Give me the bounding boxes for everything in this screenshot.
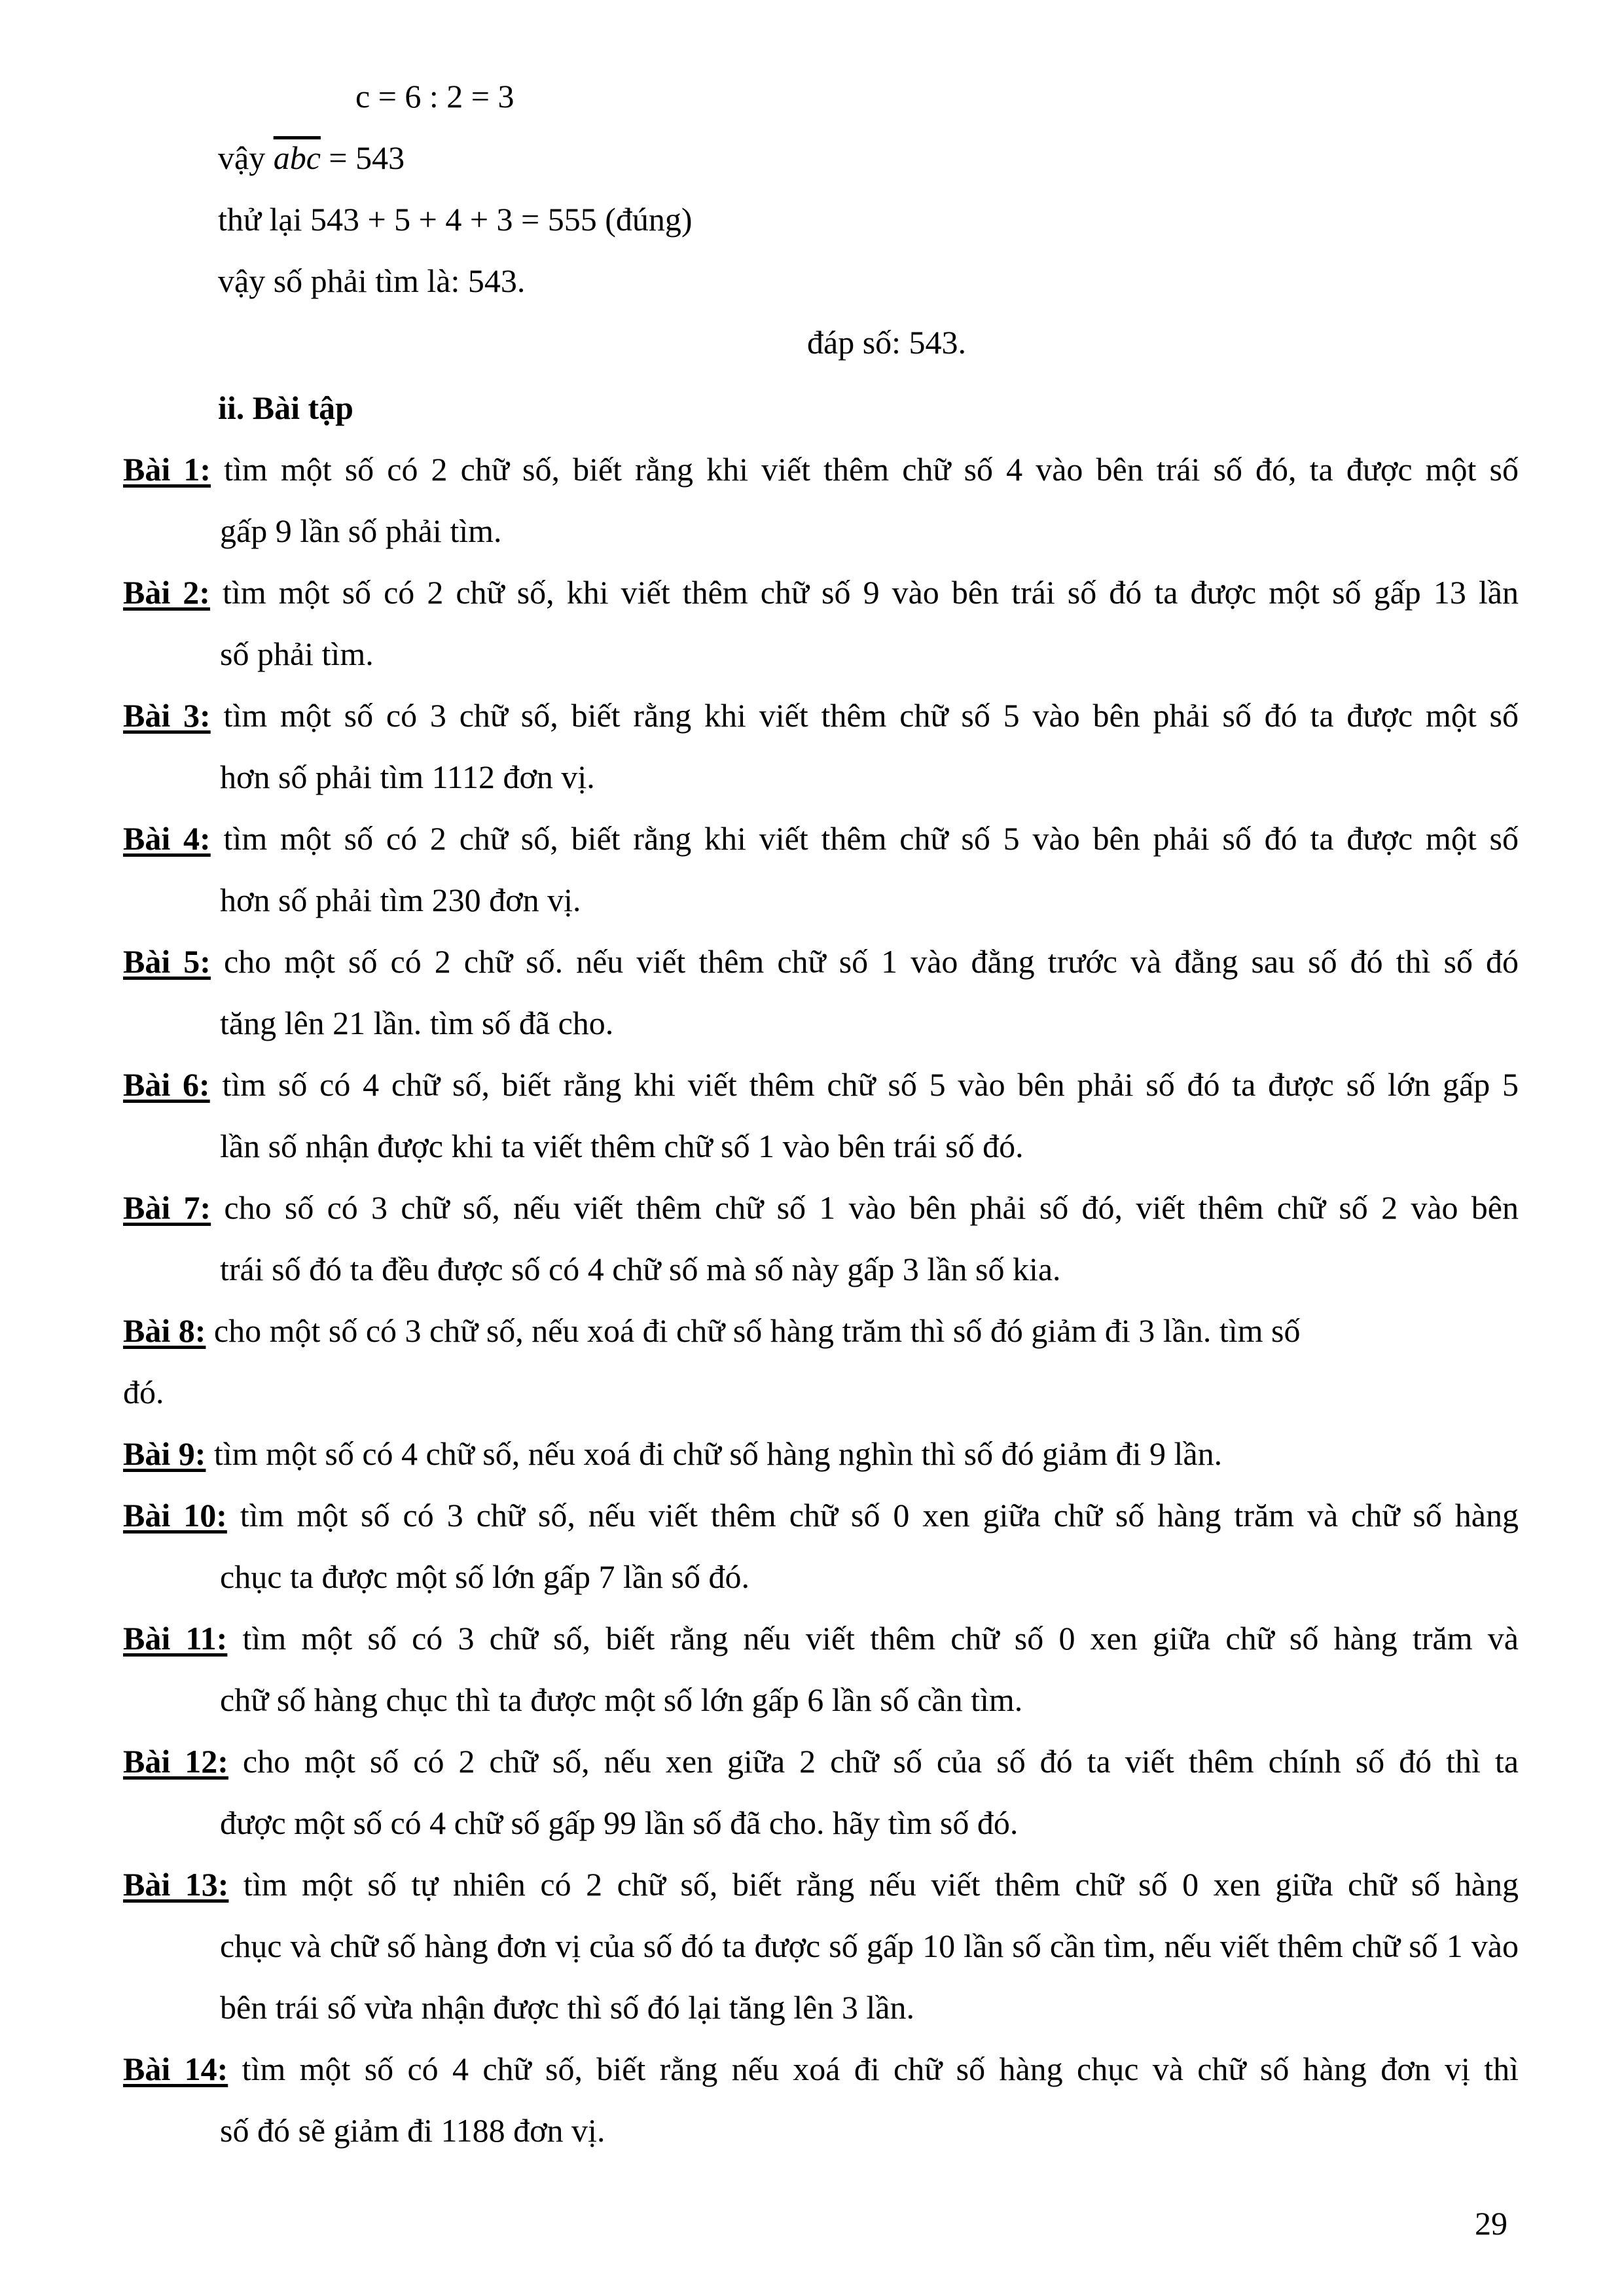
exercise-item xyxy=(123,1731,1519,1854)
exercise-text: tìm một số có 2 chữ số, khi viết thêm chữ số 9 vào bên trái số đó ta được một số gấp 13 lần xyxy=(209,574,1519,611)
exercise-text: tìm một số tự nhiên có 2 chữ số, biết rằng nếu viết thêm chữ số 0 xen giữa chữ số hàng xyxy=(228,1866,1519,1903)
answer-line: đáp số: 543. xyxy=(807,324,967,361)
exercise-first-line xyxy=(123,1423,1519,1484)
exercise-item xyxy=(123,439,1519,562)
exercise-continuation: hơn số phải tìm 1112 đơn vị. xyxy=(220,759,595,795)
result-suffix: = 543 xyxy=(320,139,405,176)
exercise-label: Bài 5: xyxy=(123,943,211,980)
abc-overline: $\overline{abc}$ xyxy=(273,139,321,176)
exercise-text: tìm một số có 3 chữ số, biết rằng khi viết thêm chữ số 5 vào bên phải số đó ta được một số xyxy=(210,697,1519,734)
exercise-item xyxy=(123,1423,1519,1484)
exercise-continuation: trái số đó ta đều được số có 4 chữ số mà số này gấp 3 lần số kia. xyxy=(220,1251,1061,1287)
exercise-label: Bài 8: xyxy=(123,1312,206,1349)
exercise-label: Bài 9: xyxy=(123,1435,206,1472)
exercise-first-line xyxy=(123,1484,1519,1546)
exercise-text: cho một số có 2 chữ số. nếu viết thêm chữ số 1 vào đằng trước và đằng sau số đó thì số đó xyxy=(210,943,1519,980)
exercise-continuation: được một số có 4 chữ số gấp 99 lần số đã cho. hãy tìm số đó. xyxy=(220,1804,1019,1841)
exercise-label: Bài 13: xyxy=(123,1866,229,1903)
exercise-label: Bài 3: xyxy=(123,697,211,734)
exercise-continuation: số phải tìm. xyxy=(220,636,374,672)
exercise-text: cho số có 3 chữ số, nếu viết thêm chữ số 1 vào bên phải số đó, viết thêm chữ số 2 vào bên xyxy=(211,1189,1519,1226)
exercise-label: Bài 10: xyxy=(123,1497,227,1534)
exercise-item xyxy=(123,685,1519,808)
conclusion-line: vậy số phải tìm là: 543. xyxy=(218,262,526,299)
exercise-first-line xyxy=(123,1054,1519,1115)
exercise-first-line xyxy=(123,2038,1519,2100)
exercise-item xyxy=(123,1300,1519,1423)
exercise-first-line xyxy=(123,562,1519,623)
exercise-label: Bài 12: xyxy=(123,1743,228,1780)
exercise-item xyxy=(123,1054,1519,1177)
exercise-continuation: gấp 9 lần số phải tìm. xyxy=(220,512,502,549)
exercise-continuation: đó. xyxy=(123,1374,164,1410)
exercise-first-line xyxy=(123,931,1519,992)
exercise-item xyxy=(123,808,1519,931)
exercise-label: Bài 7: xyxy=(123,1189,211,1226)
exercise-label: Bài 2: xyxy=(123,574,210,611)
exercise-item xyxy=(123,2038,1519,2161)
exercise-item xyxy=(123,1607,1519,1731)
exercise-first-line xyxy=(123,1177,1519,1238)
exercise-first-line xyxy=(123,439,1519,500)
exercise-continuation: hơn số phải tìm 230 đơn vị. xyxy=(220,882,581,918)
exercise-label: Bài 4: xyxy=(123,820,211,857)
exercise-text: tìm một số có 3 chữ số, nếu viết thêm chữ số 0 xen giữa chữ số hàng trăm và chữ số hàng xyxy=(226,1497,1519,1534)
exercise-text: tìm một số có 3 chữ số, biết rằng nếu viết thêm chữ số 0 xen giữa chữ số hàng trăm và xyxy=(227,1620,1519,1657)
exercise-text: cho một số có 3 chữ số, nếu xoá đi chữ số hàng trăm thì số đó giảm đi 3 lần. tìm số xyxy=(206,1312,1301,1349)
exercise-text: tìm một số có 4 chữ số, nếu xoá đi chữ số hàng nghìn thì số đó giảm đi 9 lần. xyxy=(206,1435,1223,1472)
exercise-item xyxy=(123,1177,1519,1300)
exercise-list xyxy=(123,439,1519,2161)
exercise-label: Bài 11: xyxy=(123,1620,228,1657)
exercise-text: tìm một số có 4 chữ số, biết rằng nếu xoá đi chữ số hàng chục và chữ số hàng đơn vị thì xyxy=(228,2051,1519,2087)
exercise-first-line xyxy=(123,1731,1519,1792)
exercise-first-line xyxy=(123,1607,1519,1669)
check-line: thử lại 543 + 5 + 4 + 3 = 555 (đúng) xyxy=(218,201,693,238)
exercise-continuation: số đó sẽ giảm đi 1188 đơn vị. xyxy=(220,2112,605,2149)
exercise-text: tìm một số có 2 chữ số, biết rằng khi viết thêm chữ số 5 vào bên phải số đó ta được một số xyxy=(210,820,1519,857)
exercise-label: Bài 14: xyxy=(123,2051,228,2087)
exercise-first-line xyxy=(123,1854,1519,1915)
exercise-first-line xyxy=(123,1300,1519,1361)
section-title: ii. Bài tập xyxy=(218,389,353,426)
exercise-continuation: chữ số hàng chục thì ta được một số lớn gấp 6 lần số cần tìm. xyxy=(220,1681,1023,1718)
exercise-item xyxy=(123,931,1519,1054)
exercise-label: Bài 6: xyxy=(123,1066,210,1103)
exercise-continuation: chục ta được một số lớn gấp 7 lần số đó. xyxy=(220,1558,750,1595)
exercise-first-line xyxy=(123,685,1519,746)
exercise-label: Bài 1: xyxy=(123,451,211,488)
result-line xyxy=(218,127,405,188)
exercise-item xyxy=(123,562,1519,685)
equation-line: c = 6 : 2 = 3 xyxy=(355,78,514,115)
exercise-continuation: lần số nhận được khi ta viết thêm chữ số 1 vào bên trái số đó. xyxy=(220,1128,1024,1164)
exercise-first-line xyxy=(123,808,1519,869)
exercise-text: cho một số có 2 chữ số, nếu xen giữa 2 chữ số của số đó ta viết thêm chính số đó thì ta xyxy=(228,1743,1519,1780)
exercise-continuation: tăng lên 21 lần. tìm số đã cho. xyxy=(220,1005,614,1041)
result-prefix: vậy xyxy=(218,139,274,176)
exercise-text: tìm số có 4 chữ số, biết rằng khi viết thêm chữ số 5 vào bên phải số đó ta được số lớn gấp 5 xyxy=(209,1066,1519,1103)
exercise-text: tìm một số có 2 chữ số, biết rằng khi viết thêm chữ số 4 vào bên trái số đó, ta được một số xyxy=(210,451,1519,488)
exercise-item xyxy=(123,1484,1519,1607)
page-number: 29 xyxy=(1475,2205,1507,2242)
exercise-item xyxy=(123,1854,1519,2038)
exercise-continuation: chục và chữ số hàng đơn vị của số đó ta được số gấp 10 lần số cần tìm, nếu viết thêm chữ số 1 vào bên trái số vừa nhận được thì số đó lại tăng lên 3 lần. xyxy=(220,1928,1519,2026)
